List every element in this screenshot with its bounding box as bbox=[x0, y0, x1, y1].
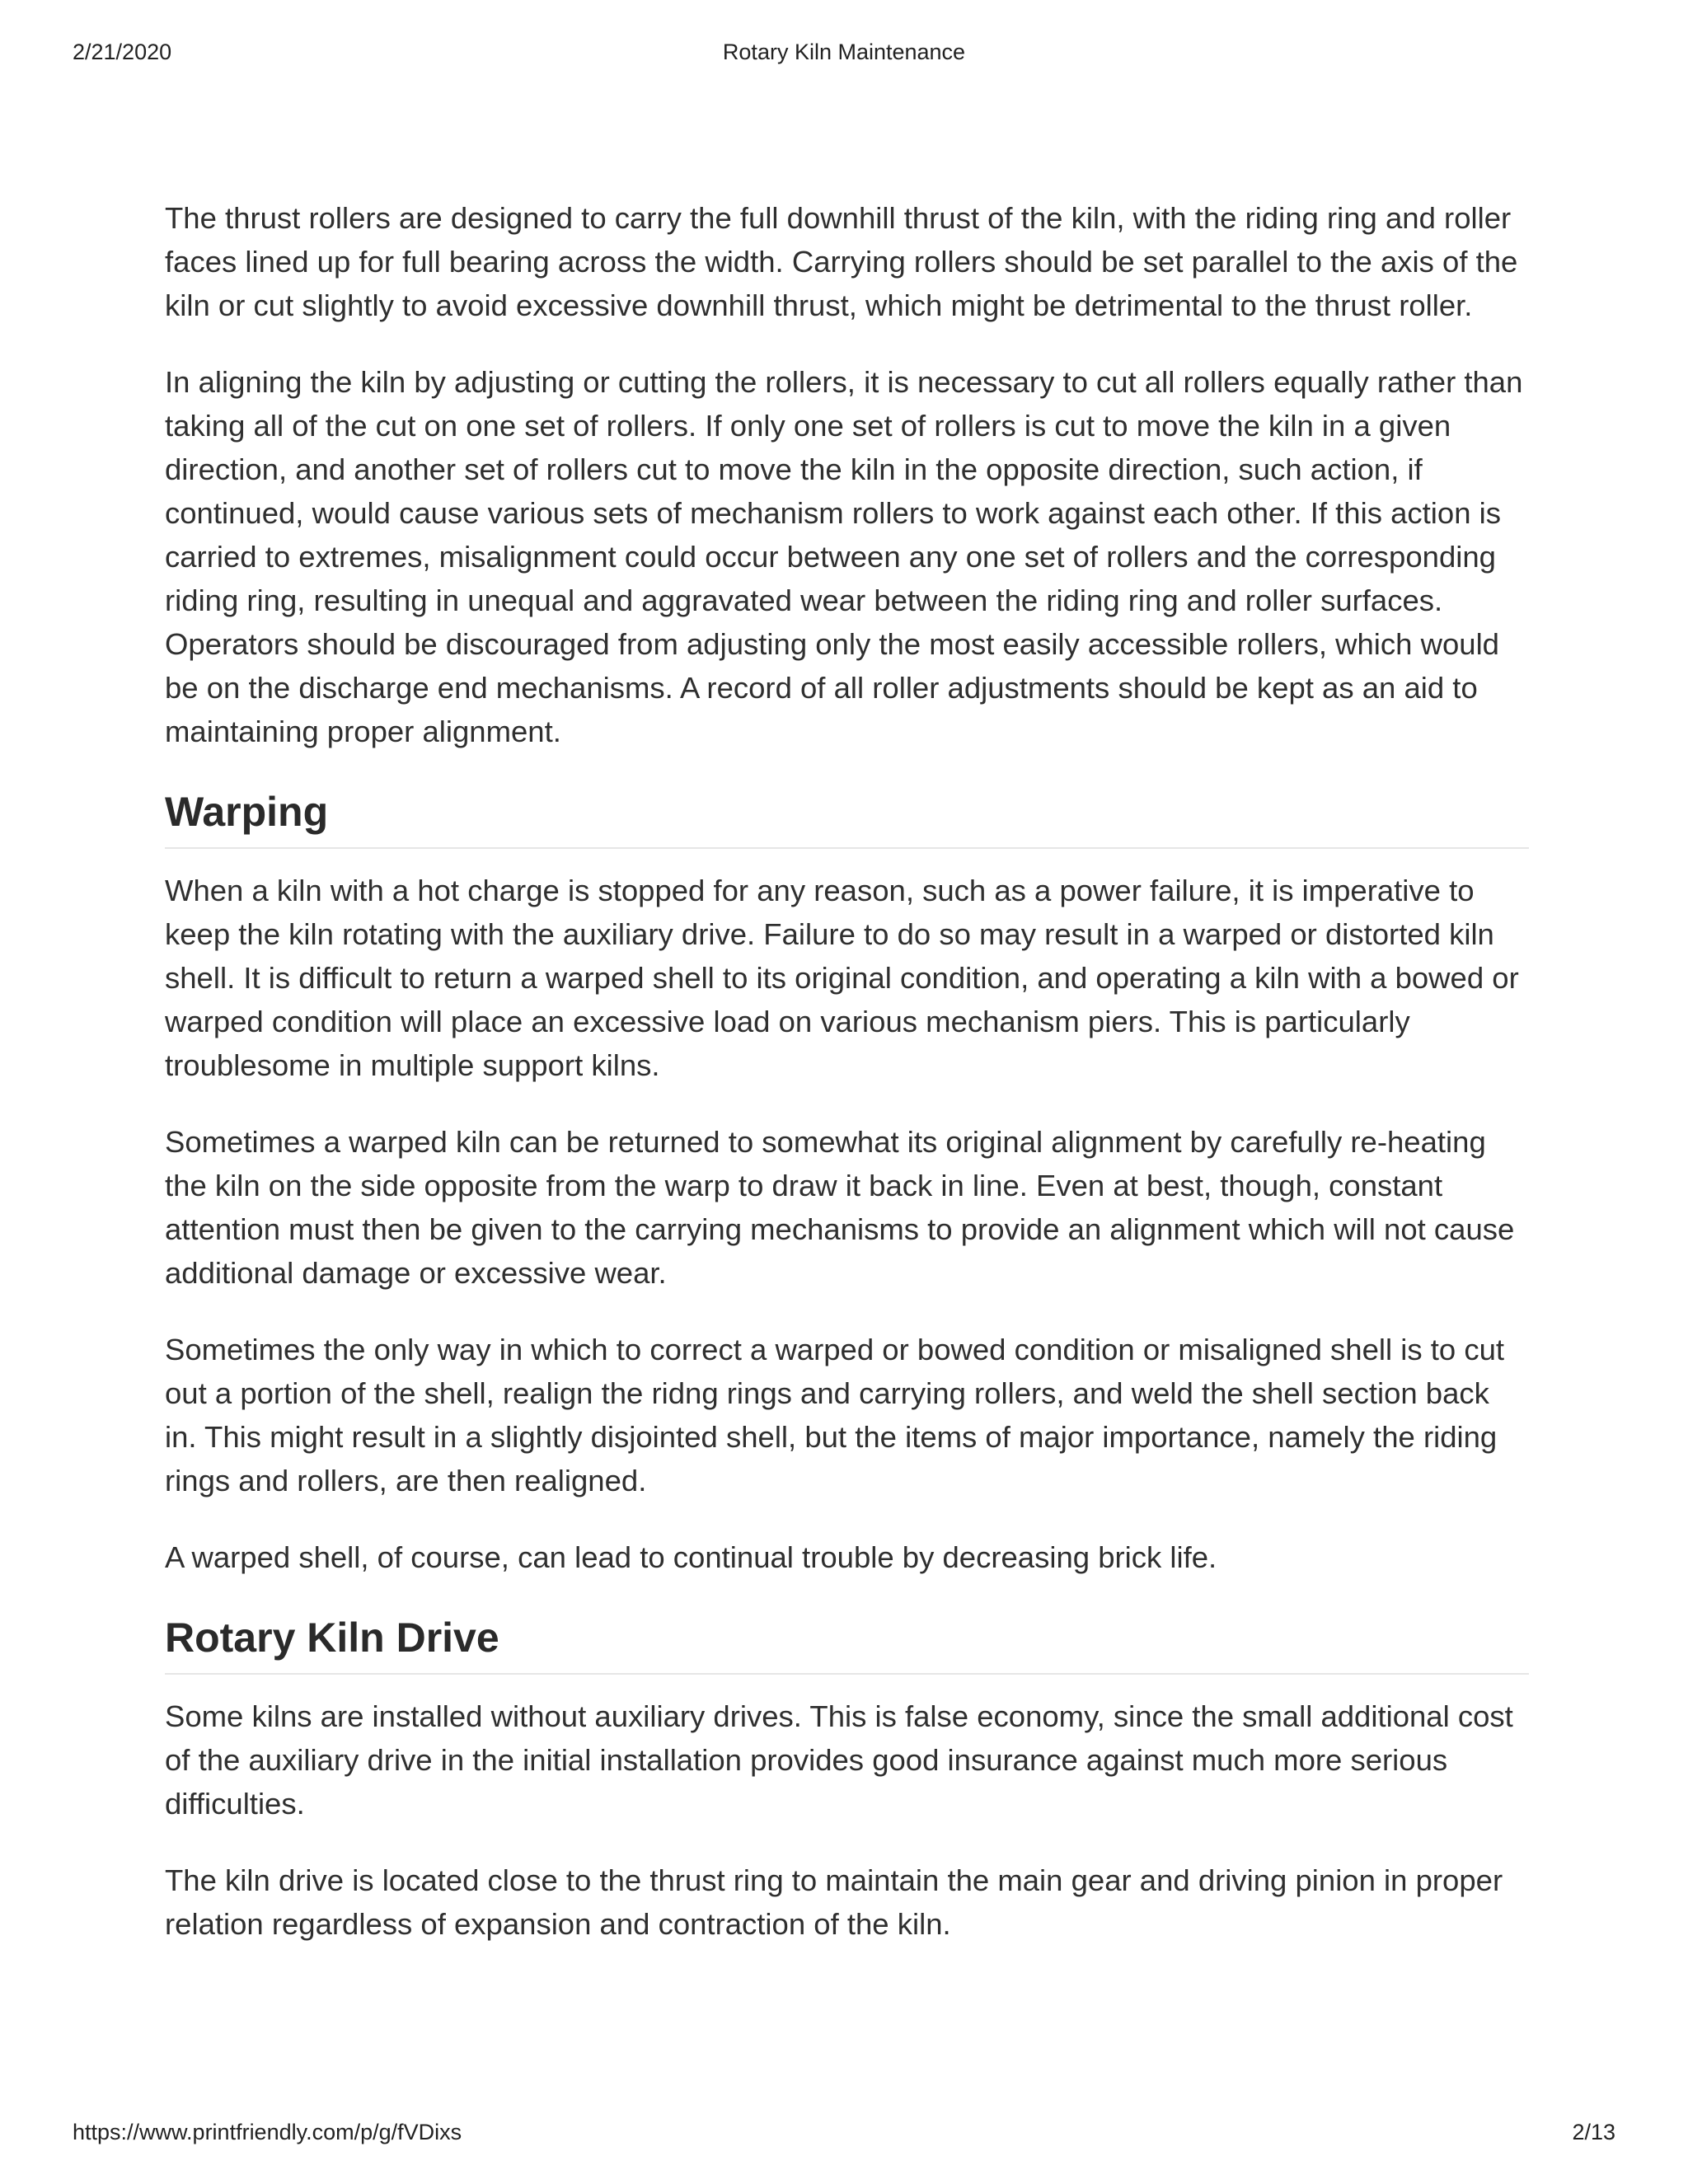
section-heading-warping: Warping bbox=[165, 786, 1529, 849]
print-date: 2/21/2020 bbox=[73, 40, 172, 64]
article-body bbox=[165, 196, 1529, 1979]
paragraph-cut-shell: Sometimes the only way in which to correct a warped or bowed condition or misaligned shell is to cut out a portion of the shell, realign the ridng rings and carrying rollers, and weld the shell section back in. This might result in a slightly disjointed shell, but the items of major importance, namely the riding rings and rollers, are then realigned. bbox=[165, 1333, 1505, 1497]
source-url-link[interactable]: https://www.printfriendly.com/p/g/fVDixs bbox=[73, 2120, 462, 2144]
page-footer bbox=[0, 2120, 1688, 2148]
paragraph-drive-location: The kiln drive is located close to the thrust ring to maintain the main gear and driving pinion in proper relation regardless of expansion and contraction of the kiln. bbox=[165, 1863, 1503, 1941]
document-title: Rotary Kiln Maintenance bbox=[722, 40, 966, 64]
paragraph-brick-life: A warped shell, of course, can lead to continual trouble by decreasing brick life. bbox=[165, 1540, 1217, 1574]
paragraph-hot-charge: When a kiln with a hot charge is stopped for any reason, such as a power failure, it is imperative to keep the kiln rotating with the auxiliary drive. Failure to do so may result in a warped or distorted kiln shell. It is difficult to return a warped shell to its original condition, and operating a kiln with a bowed or warped condition will place an excessive load on various mechanism piers. This is particularly troublesome in multiple support kilns. bbox=[165, 874, 1519, 1082]
paragraph-auxiliary-drives: Some kilns are installed without auxiliary drives. This is false economy, since the small additional cost of the auxiliary drive in the initial installation provides good insurance against much more serious difficulties. bbox=[165, 1699, 1513, 1821]
paragraph-thrust-rollers: The thrust rollers are designed to carry the full downhill thrust of the kiln, with the riding ring and roller faces lined up for full bearing across the width. Carrying rollers should be set parallel to the axis of the kiln or cut slightly to avoid excessive downhill thrust, which might be detrimental to the thrust roller. bbox=[165, 201, 1518, 322]
page-number: 2/13 bbox=[1572, 2120, 1615, 2144]
section-heading-kiln-drive: Rotary Kiln Drive bbox=[165, 1612, 1529, 1675]
page-header bbox=[0, 40, 1688, 68]
paragraph-aligning-kiln: In aligning the kiln by adjusting or cutting the rollers, it is necessary to cut all rollers equally rather than taking all of the cut on one set of rollers. If only one set of rollers is cut to move the kiln in a given direction, and another set of rollers cut to move the kiln in the opposite direction, such action, if continued, would cause various sets of mechanism rollers to work against each other. If this action is carried to extremes, misalignment could occur between any one set of rollers and the corresponding riding ring, resulting in unequal and aggravated wear between the riding ring and roller surfaces. Operators should be discouraged from adjusting only the most easily accessible rollers, which would be on the discharge end mechanisms. A record of all roller adjustments should be kept as an aid to maintaining proper alignment. bbox=[165, 365, 1523, 748]
paragraph-reheating: Sometimes a warped kiln can be returned to somewhat its original alignment by carefully re-heating the kiln on the side opposite from the warp to draw it back in line. Even at best, though, constant attention must then be given to the carrying mechanisms to provide an alignment which will not cause additional damage or excessive wear. bbox=[165, 1125, 1515, 1290]
